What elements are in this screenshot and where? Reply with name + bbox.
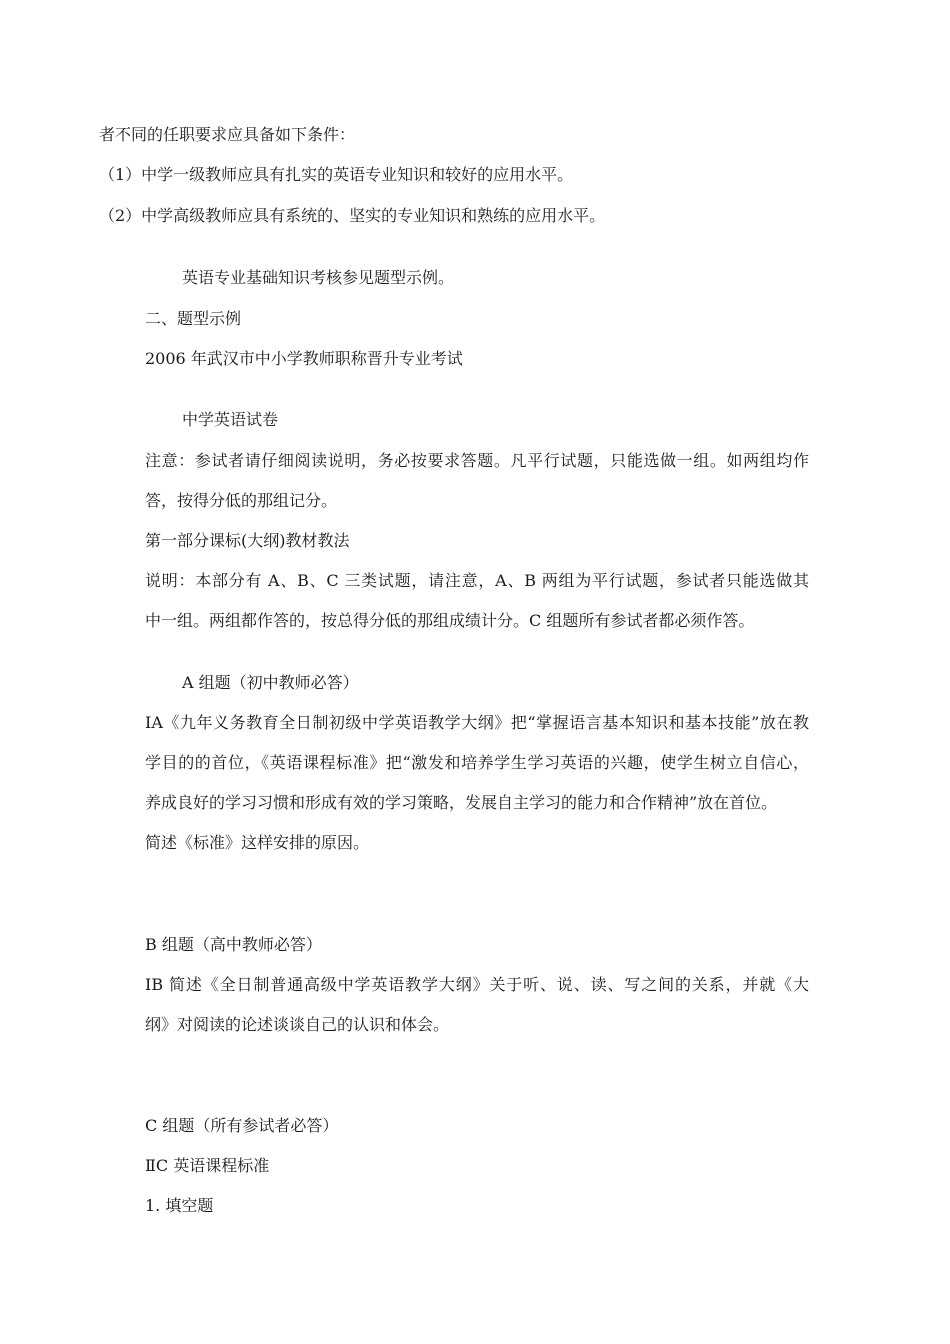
- group-a-question: 学目的的首位，《英语课程标准》把“激发和培养学生学习英语的兴趣，使学生树立自信心，: [145, 753, 809, 772]
- condition-item-1: （1）中学一级教师应具有扎实的英语专业知识和较好的应用水平。: [99, 165, 574, 184]
- group-a-heading: A 组题（初中教师必答）: [182, 673, 359, 692]
- part-one-description: 说明：本部分有 A、B、C 三类试题，请注意，A、B 两组为平行试题，参试者只能选做其: [145, 571, 809, 590]
- condition-item-2: （2）中学高级教师应具有系统的、坚实的专业知识和熟练的应用水平。: [99, 206, 606, 225]
- group-c-item: 1. 填空题: [145, 1196, 214, 1215]
- group-b-question: IB 简述《全日制普通高级中学英语教学大纲》关于听、说、读、写之间的关系，并就《大: [145, 975, 809, 994]
- group-a-question: IA《九年义务教育全日制初级中学英语教学大纲》把“掌握语言基本知识和基本技能”放在教: [145, 713, 809, 732]
- reference-note: 英语专业基础知识考核参见题型示例。: [182, 268, 455, 287]
- paper-title: 中学英语试卷: [182, 410, 279, 429]
- group-a-question: 简述《标准》这样安排的原因。: [145, 833, 370, 852]
- group-b-question: 纲》对阅读的论述谈谈自己的认识和体会。: [145, 1015, 450, 1034]
- group-a-question: 养成良好的学习习惯和形成有效的学习策略，发展自主学习的能力和合作精神”放在首位。: [145, 793, 778, 812]
- group-c-subheading: ⅡC 英语课程标准: [145, 1156, 270, 1175]
- part-one-description: 中一组。两组都作答的，按总得分低的那组成绩计分。C 组题所有参试者都必须作答。: [145, 611, 755, 630]
- notice-line: 注意：参试者请仔细阅读说明，务必按要求答题。凡平行试题，只能选做一组。如两组均作: [145, 451, 809, 470]
- conditions-lead: 者不同的任职要求应具备如下条件：: [99, 125, 356, 144]
- part-one-heading: 第一部分课标(大纲)教材教法: [145, 531, 350, 550]
- group-c-heading: C 组题（所有参试者必答）: [145, 1116, 339, 1135]
- section-heading: 二、题型示例: [145, 309, 242, 328]
- notice-line: 答，按得分低的那组记分。: [145, 491, 338, 510]
- exam-title: 2006 年武汉市中小学教师职称晋升专业考试: [145, 349, 463, 368]
- group-b-heading: B 组题（高中教师必答）: [145, 935, 322, 954]
